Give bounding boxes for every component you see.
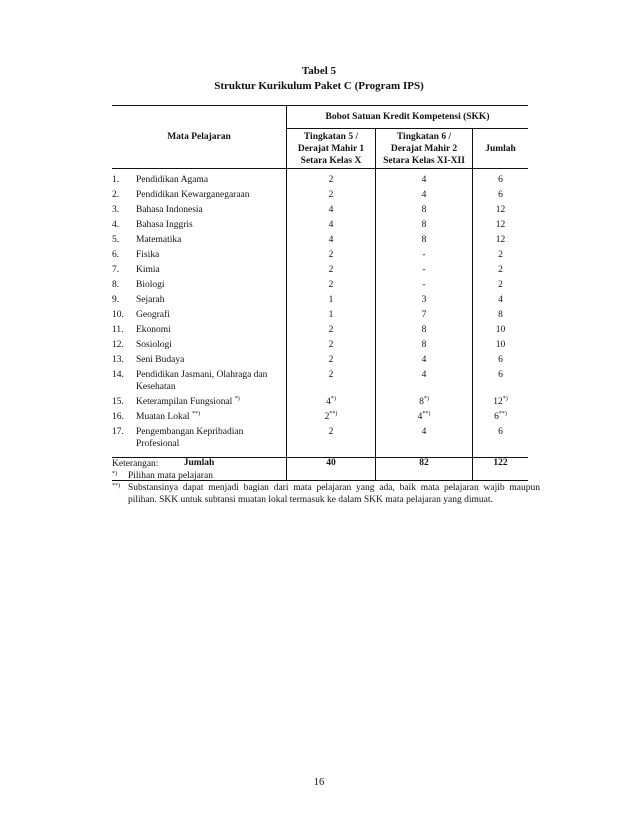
note-item — [112, 470, 540, 482]
row-number: 8. — [112, 280, 120, 290]
skk-tingkatan-6: 8 — [376, 219, 473, 234]
skk-tingkatan-6: - — [376, 279, 473, 294]
skk-tingkatan-6: 3 — [376, 294, 473, 309]
skk-value: 2 — [324, 412, 330, 422]
row-number: 13. — [112, 355, 124, 365]
subject-name-line1: Pendidikan Jasmani, Olahraga dan — [136, 370, 268, 380]
row-number: 16. — [112, 412, 124, 422]
skk-jumlah: 2 — [498, 280, 503, 290]
skk-tingkatan-6: 8 — [376, 324, 473, 339]
skk-tingkatan-5: 2 — [287, 264, 376, 279]
notes-heading: Keterangan: — [112, 459, 159, 469]
skk-jumlah: 6 — [498, 190, 503, 200]
curriculum-table — [112, 105, 528, 481]
skk-tingkatan-6: 8 — [376, 204, 473, 219]
row-number: 2. — [112, 190, 120, 200]
skk-jumlah: 4 — [498, 295, 503, 305]
note-mark: *) — [112, 471, 117, 477]
skk-tingkatan-6: - — [376, 264, 473, 279]
skk-tingkatan-6 — [376, 411, 473, 426]
subject-name-text: Muatan Lokal — [136, 412, 190, 422]
subject-name — [136, 369, 287, 396]
table-row — [112, 189, 528, 204]
subject-name: Pendidikan Kewarganegaraan — [136, 189, 287, 204]
table-row — [112, 294, 528, 309]
row-number: 4. — [112, 220, 120, 230]
footnote-mark: *) — [423, 395, 429, 402]
table-row — [112, 264, 528, 279]
header-col1-line3: Setara Kelas X — [300, 155, 362, 166]
row-number: 14. — [112, 370, 124, 380]
header-skk-group: Bobot Satuan Kredit Kompetensi (SKK) — [287, 106, 529, 129]
skk-tingkatan-5: 1 — [287, 294, 376, 309]
skk-tingkatan-6: 4 — [376, 169, 473, 190]
row-number: 1. — [112, 175, 120, 185]
footnote-mark: *) — [330, 395, 336, 402]
table-row — [112, 339, 528, 354]
header-col-jumlah: Jumlah — [473, 129, 529, 169]
subject-name: Geografi — [136, 309, 287, 324]
skk-tingkatan-6: 7 — [376, 309, 473, 324]
total-tingkatan-5: 40 — [287, 458, 376, 481]
skk-value: 4 — [417, 412, 423, 422]
table-row — [112, 204, 528, 219]
skk-tingkatan-6: 8 — [376, 234, 473, 249]
subject-name: Fisika — [136, 249, 287, 264]
skk-tingkatan-5: 2 — [287, 189, 376, 204]
footnote-mark: *) — [502, 395, 508, 402]
skk-jumlah: 10 — [495, 340, 506, 350]
row-number: 15. — [112, 397, 124, 407]
subject-name — [136, 426, 287, 458]
row-number: 12. — [112, 340, 124, 350]
subject-name: Pendidikan Agama — [136, 169, 287, 190]
skk-jumlah: 8 — [498, 310, 503, 320]
subject-name: Biologi — [136, 279, 287, 294]
table-row — [112, 411, 528, 426]
table-row — [112, 169, 528, 190]
skk-jumlah: 6 — [498, 175, 503, 185]
footnote-mark: **) — [191, 410, 200, 417]
total-tingkatan-6: 82 — [376, 458, 473, 481]
footnote-mark: **) — [329, 410, 338, 417]
subject-name: Seni Budaya — [136, 354, 287, 369]
total-label: Jumlah — [112, 458, 287, 481]
skk-value: 4 — [326, 397, 331, 407]
header-subject: Mata Pelajaran — [112, 106, 287, 169]
row-number: 11. — [112, 325, 124, 335]
page-number: 16 — [313, 777, 325, 788]
row-number: 9. — [112, 295, 120, 305]
header-col2-line1: Tingkatan 6 / — [396, 131, 452, 142]
header-col2-line2: Derajat Mahir 2 — [390, 143, 458, 154]
skk-tingkatan-5: 2 — [287, 169, 376, 190]
table-body — [112, 169, 528, 458]
row-number: 7. — [112, 265, 120, 275]
skk-jumlah — [473, 411, 529, 426]
row-number: 5. — [112, 235, 120, 245]
skk-tingkatan-5: 2 — [287, 249, 376, 264]
skk-value: 8 — [419, 397, 424, 407]
table-row — [112, 219, 528, 234]
skk-tingkatan-6 — [376, 396, 473, 411]
subject-name: Matematika — [136, 234, 287, 249]
table-row — [112, 249, 528, 264]
table-row — [112, 324, 528, 339]
skk-jumlah: 6 — [498, 355, 503, 365]
skk-jumlah: 10 — [495, 325, 506, 335]
skk-tingkatan-5: 2 — [287, 354, 376, 369]
footnote-mark: **) — [498, 410, 507, 417]
header-col-tingkatan-5 — [287, 129, 376, 169]
skk-value: 6 — [494, 412, 499, 422]
subject-name-line2: Profesional — [136, 439, 180, 449]
skk-tingkatan-6: 4 — [376, 369, 473, 396]
footnote-mark: *) — [234, 395, 240, 402]
skk-tingkatan-5: 2 — [287, 279, 376, 294]
skk-tingkatan-5: 4 — [287, 234, 376, 249]
skk-tingkatan-5: 2 — [287, 339, 376, 354]
skk-tingkatan-5: 2 — [287, 324, 376, 339]
subject-name — [136, 396, 287, 411]
skk-tingkatan-6: 4 — [376, 426, 473, 458]
header-col2-line3: Setara Kelas XI-XII — [383, 155, 465, 166]
skk-tingkatan-5: 4 — [287, 204, 376, 219]
subject-name-line2: Kesehatan — [136, 382, 176, 392]
page-title: Tabel 5 — [301, 65, 337, 77]
table-header — [112, 106, 528, 169]
header-col1-line2: Derajat Mahir 1 — [297, 143, 365, 154]
table-row — [112, 279, 528, 294]
skk-tingkatan-6: 4 — [376, 189, 473, 204]
skk-jumlah — [473, 396, 529, 411]
row-number: 10. — [112, 310, 124, 320]
note-item — [112, 482, 540, 506]
table-row — [112, 234, 528, 249]
table-row — [112, 309, 528, 324]
header-col1-line1: Tingkatan 5 / — [303, 131, 359, 142]
subject-name: Kimia — [136, 264, 287, 279]
skk-tingkatan-5: 2 — [287, 369, 376, 396]
skk-jumlah: 2 — [498, 265, 503, 275]
skk-tingkatan-5: 4 — [287, 219, 376, 234]
subject-name-line1: Pengembangan Kepribadian — [136, 427, 244, 437]
skk-tingkatan-5 — [287, 411, 376, 426]
table-row — [112, 354, 528, 369]
skk-tingkatan-5: 2 — [287, 426, 376, 458]
skk-tingkatan-5: 1 — [287, 309, 376, 324]
notes-section — [112, 458, 540, 506]
subject-name: Sosiologi — [136, 339, 287, 354]
subject-name: Ekonomi — [136, 324, 287, 339]
subject-name: Bahasa Indonesia — [136, 204, 287, 219]
header-col-tingkatan-6 — [376, 129, 473, 169]
total-jumlah: 122 — [473, 458, 529, 481]
note-text: Substansinya dapat menjadi bagian dari mata pelajaran yang ada, baik mata pelajaran wajib maupun pilihan. SKK untuk subtansi muatan lokal termasuk ke dalam SKK mata pelajaran yang dimuat. — [128, 483, 540, 505]
skk-jumlah: 12 — [495, 220, 506, 230]
skk-tingkatan-6: 8 — [376, 339, 473, 354]
subject-name: Sejarah — [136, 294, 287, 309]
subject-name — [136, 411, 287, 426]
table-row — [112, 426, 528, 458]
skk-jumlah: 6 — [498, 370, 503, 380]
subject-name: Bahasa Inggris — [136, 219, 287, 234]
note-mark: **) — [112, 483, 120, 489]
table-row — [112, 369, 528, 396]
footnote-mark: **) — [422, 410, 431, 417]
skk-tingkatan-5 — [287, 396, 376, 411]
page-subtitle: Struktur Kurikulum Paket C (Program IPS) — [214, 80, 424, 92]
skk-jumlah: 6 — [498, 427, 503, 437]
skk-tingkatan-6: 4 — [376, 354, 473, 369]
skk-value: 12 — [493, 397, 503, 407]
skk-jumlah: 12 — [495, 235, 506, 245]
skk-tingkatan-6: - — [376, 249, 473, 264]
note-text: Pilihan mata pelajaran — [128, 471, 213, 481]
skk-jumlah: 12 — [495, 205, 506, 215]
row-number: 17. — [112, 427, 124, 437]
table-row — [112, 396, 528, 411]
row-number: 6. — [112, 250, 120, 260]
subject-name-text: Keterampilan Fungsional — [136, 397, 233, 407]
row-number: 3. — [112, 205, 120, 215]
skk-jumlah: 2 — [498, 250, 503, 260]
